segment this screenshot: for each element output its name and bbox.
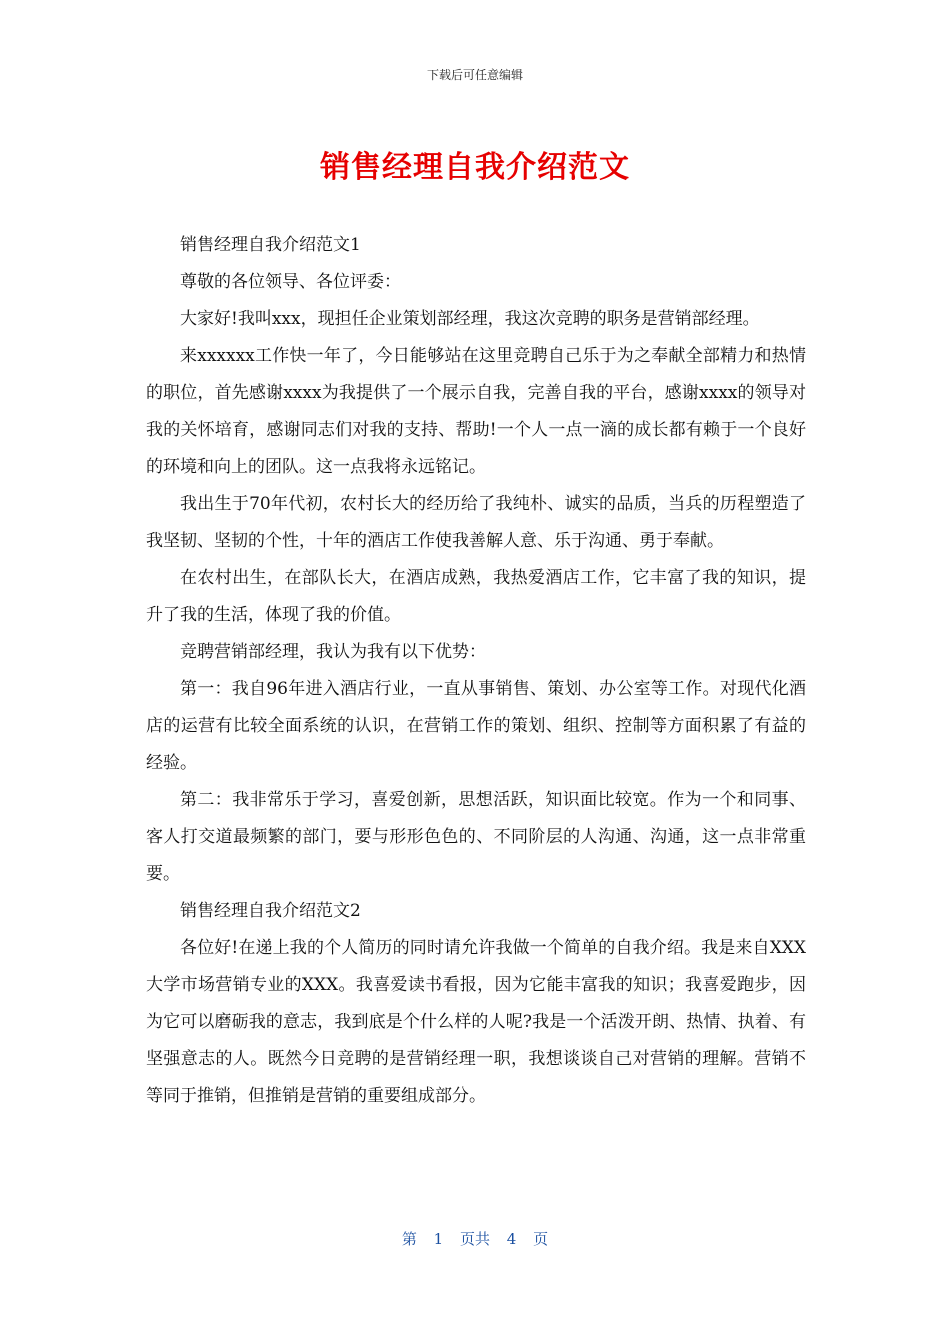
paragraph: 第一：我自96年进入酒店行业，一直从事销售、策划、办公室等工作。对现代化酒店的运营有比较全面系统的认识，在营销工作的策划、组织、控制等方面积累了有益的经验。 xyxy=(146,679,806,773)
page-label-prefix: 第 xyxy=(401,1230,417,1248)
paragraph: 在农村出生，在部队长大，在酒店成熟，我热爱酒店工作，它丰富了我的知识，提升了我的生活，体现了我的价值。 xyxy=(146,568,806,625)
document-body xyxy=(146,227,806,1115)
page-footer xyxy=(0,1228,950,1249)
paragraph: 销售经理自我介绍范文1 xyxy=(180,235,361,255)
page-total: 4 xyxy=(506,1230,517,1248)
paragraph: 竞聘营销部经理，我认为我有以下优势： xyxy=(180,642,486,662)
paragraph: 来xxxxxx工作快一年了，今日能够站在这里竞聘自己乐于为之奉献全部精力和热情的职位，首先感谢xxxx为我提供了一个展示自我，完善自我的平台，感谢xxxx的领导对我的关怀培育，感谢同志们对我的支持、帮助!一个人一点一滴的成长都有赖于一个良好的环境和向上的团队。这一点我将永远铭记。 xyxy=(146,346,806,477)
paragraph: 第二：我非常乐于学习，喜爱创新，思想活跃，知识面比较宽。作为一个和同事、客人打交道最频繁的部门，要与形形色色的、不同阶层的人沟通、沟通，这一点非常重要。 xyxy=(146,790,806,884)
page-number: 1 xyxy=(433,1230,444,1248)
header-note: 下载后可任意编辑 xyxy=(426,68,523,82)
paragraph: 各位好!在递上我的个人简历的同时请允许我做一个简单的自我介绍。我是来自XXX大学市场营销专业的XXX。我喜爱读书看报，因为它能丰富我的知识；我喜爱跑步，因为它可以磨砺我的意志，我到底是个什么样的人呢?我是一个活泼开朗、热情、执着、有坚强意志的人。既然今日竞聘的是营销经理一职，我想谈谈自己对营销的理解。营销不等同于推销，但推销是营销的重要组成部分。 xyxy=(146,938,806,1106)
paragraph: 大家好!我叫xxx，现担任企业策划部经理，我这次竞聘的职务是营销部经理。 xyxy=(180,309,760,329)
document-title: 销售经理自我介绍范文 xyxy=(320,150,630,185)
paragraph: 我出生于70年代初，农村长大的经历给了我纯朴、诚实的品质，当兵的历程塑造了我坚韧、坚韧的个性，十年的酒店工作使我善解人意、乐于沟通、勇于奉献。 xyxy=(146,494,806,551)
paragraph: 销售经理自我介绍范文2 xyxy=(180,901,361,921)
paragraph: 尊敬的各位领导、各位评委： xyxy=(180,272,401,292)
page-label-mid: 页共 xyxy=(459,1230,490,1248)
page-label-suffix: 页 xyxy=(533,1230,549,1248)
